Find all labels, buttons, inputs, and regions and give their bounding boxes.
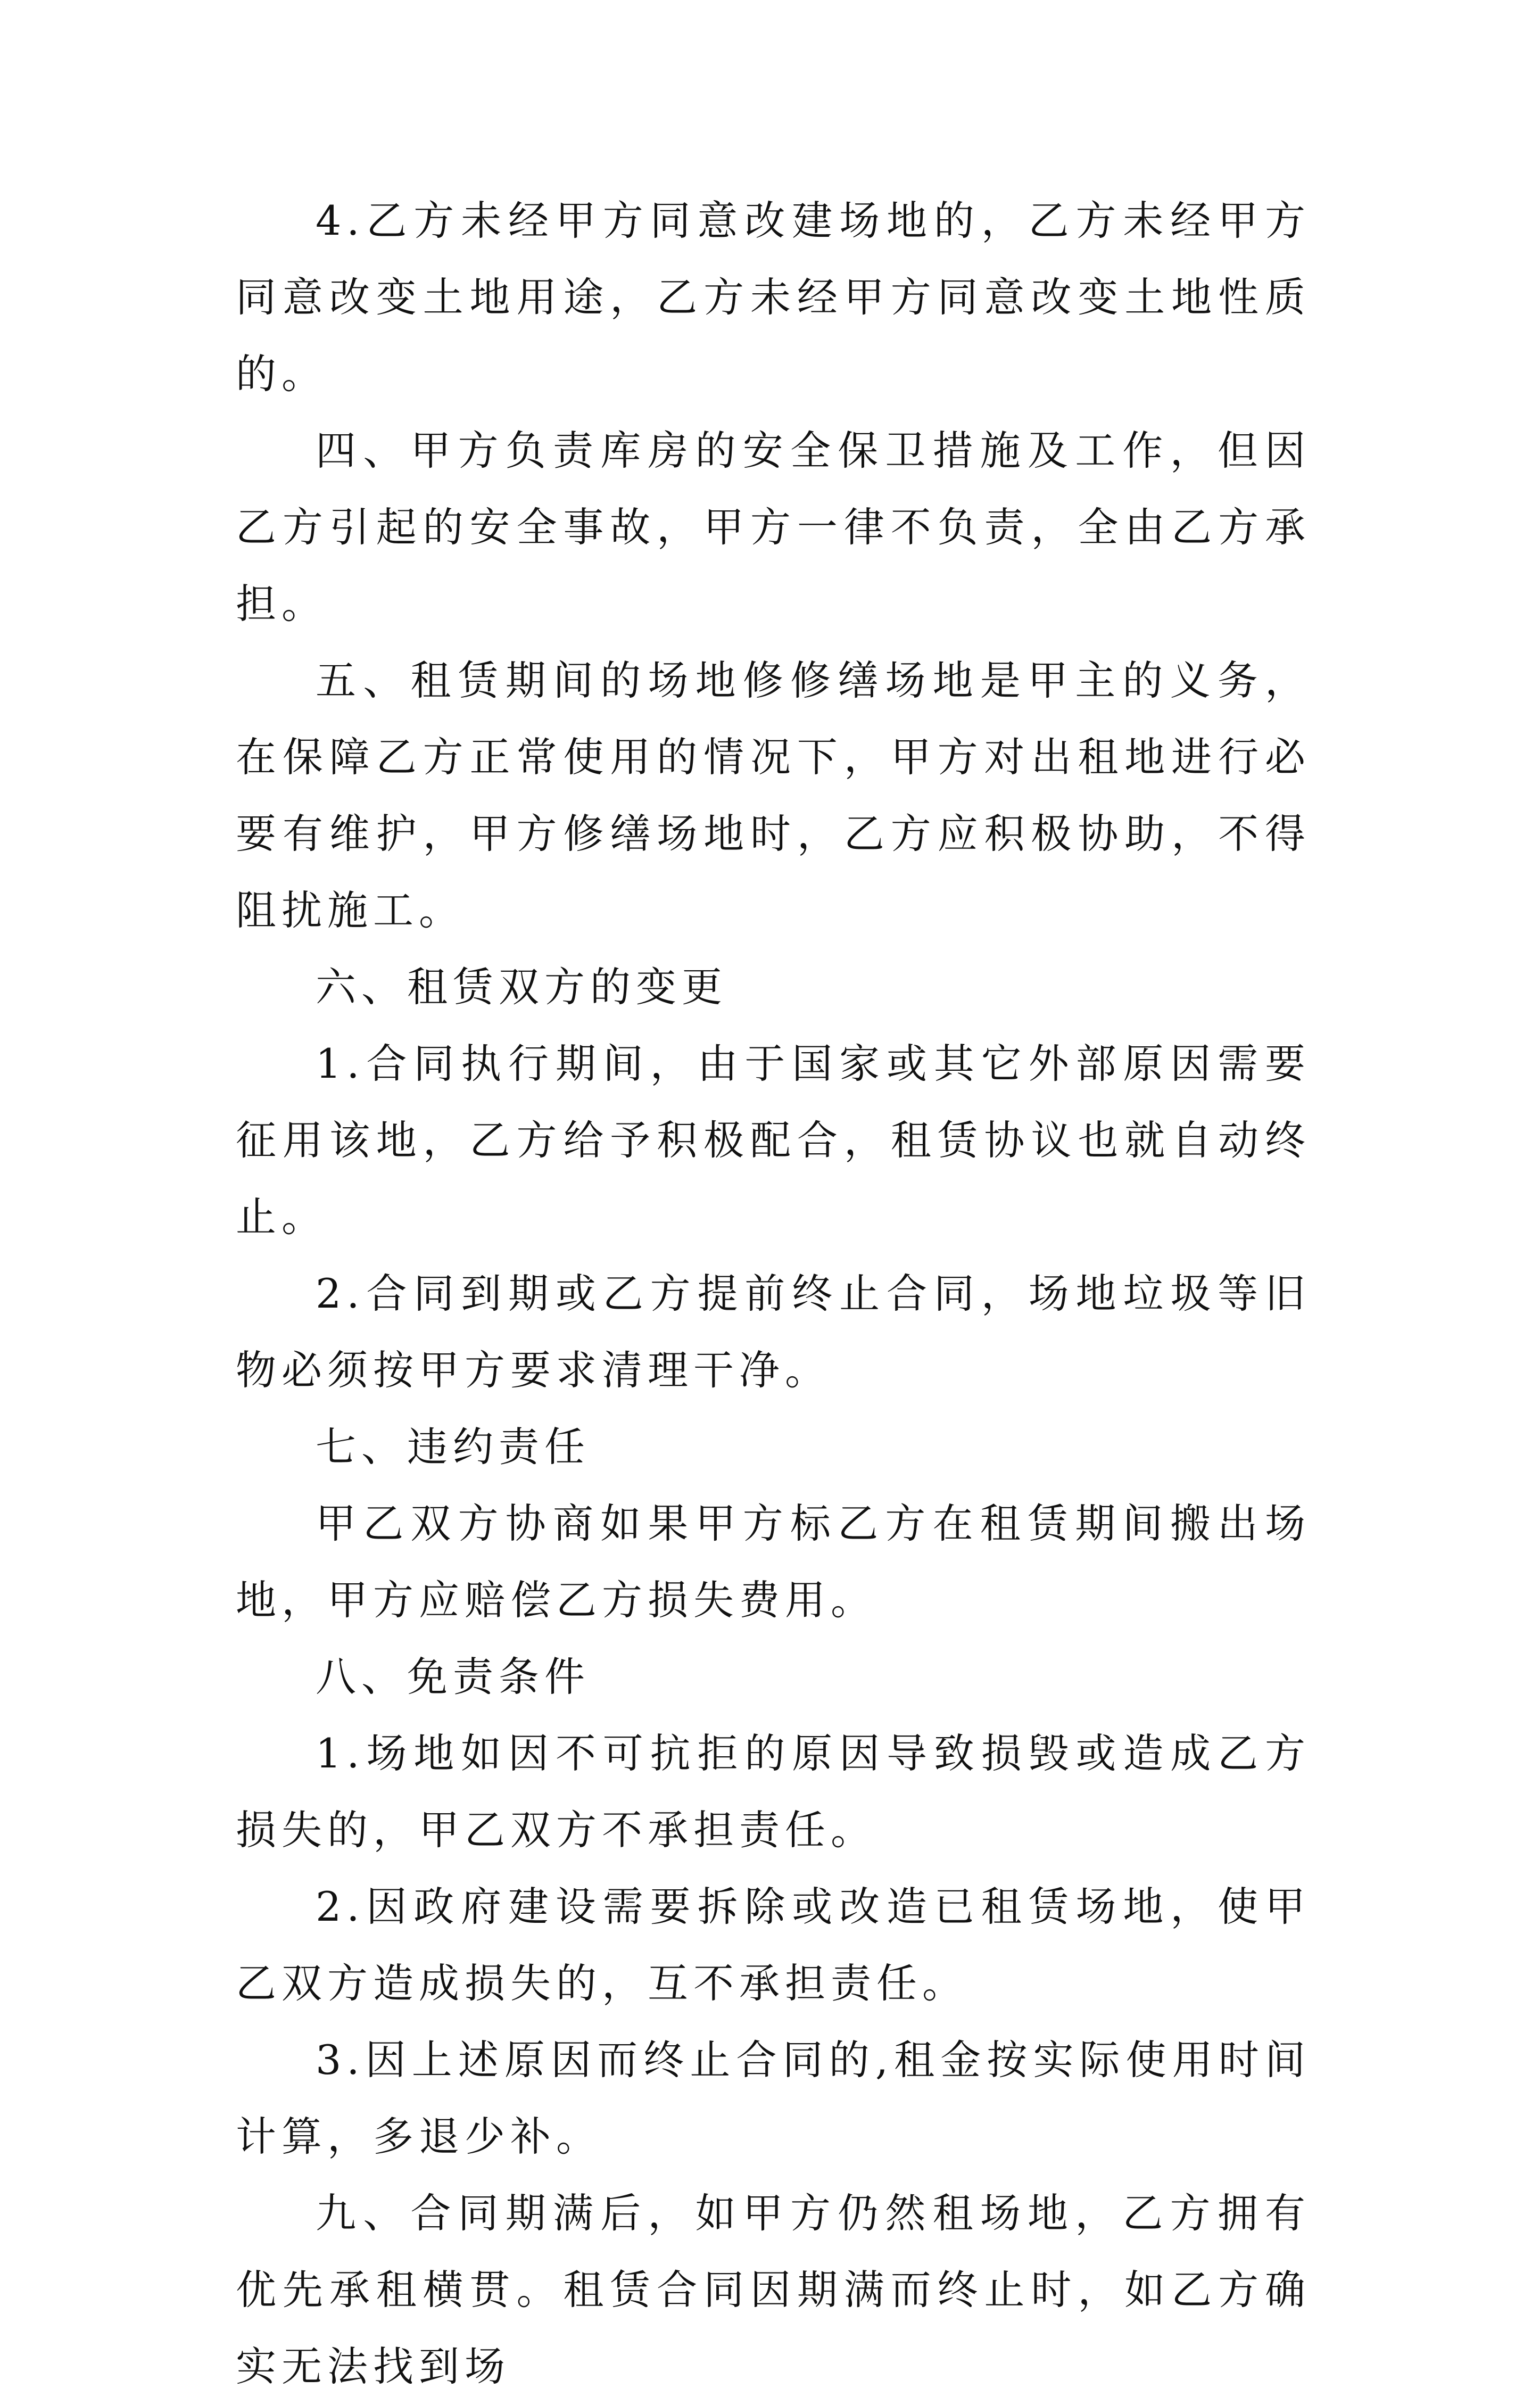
paragraph-section-4: 四、甲方负责库房的安全保卫措施及工作，但因乙方引起的安全事故，甲方一律不负责，全由乙方承担。 — [236, 427, 1311, 627]
paragraph-section-5: 五、租赁期间的场地修修缮场地是甲主的义务，在保障乙方正常使用的情况下，甲方对出租地进行必要有维护，甲方修缮场地时，乙方应积极协助，不得阻扰施工。 — [236, 657, 1311, 934]
paragraph-section-8-item-2: 2.因政府建设需要拆除或改造已租赁场地，使甲乙双方造成损失的，互不承担责任。 — [236, 1883, 1311, 2007]
paragraph-section-6-item-2: 2.合同到期或乙方提前终止合同，场地垃圾等旧物必须按甲方要求清理干净。 — [236, 1270, 1311, 1394]
paragraph-section-6-item-1: 1.合同执行期间，由于国家或其它外部原因需要征用该地，乙方给予积极配合，租赁协议也就自动终止。 — [236, 1040, 1311, 1241]
paragraph-section-9: 九、合同期满后，如甲方仍然租场地，乙方拥有优先承租横贯。租赁合同因期满而终止时，如乙方确实无法找到场 — [236, 2189, 1311, 2390]
heading-section-6: 六、租赁双方的变更 — [316, 963, 727, 1011]
heading-section-8: 八、免责条件 — [316, 1653, 590, 1700]
document-body — [236, 183, 1311, 2405]
paragraph-section-7: 甲乙双方协商如果甲方标乙方在租赁期间搬出场地，甲方应赔偿乙方损失费用。 — [236, 1500, 1311, 1624]
paragraph-section-8-item-1: 1.场地如因不可抗拒的原因导致损毁或造成乙方损失的，甲乙双方不承担责任。 — [236, 1730, 1311, 1854]
paragraph-section-8-item-3: 3.因上述原因而终止合同的,租金按实际使用时间计算，多退少补。 — [236, 2036, 1311, 2160]
heading-section-7: 七、违约责任 — [316, 1423, 590, 1470]
paragraph-clause-4: 4.乙方未经甲方同意改建场地的，乙方未经甲方同意改变土地用途，乙方未经甲方同意改变土地性质的。 — [236, 197, 1311, 398]
